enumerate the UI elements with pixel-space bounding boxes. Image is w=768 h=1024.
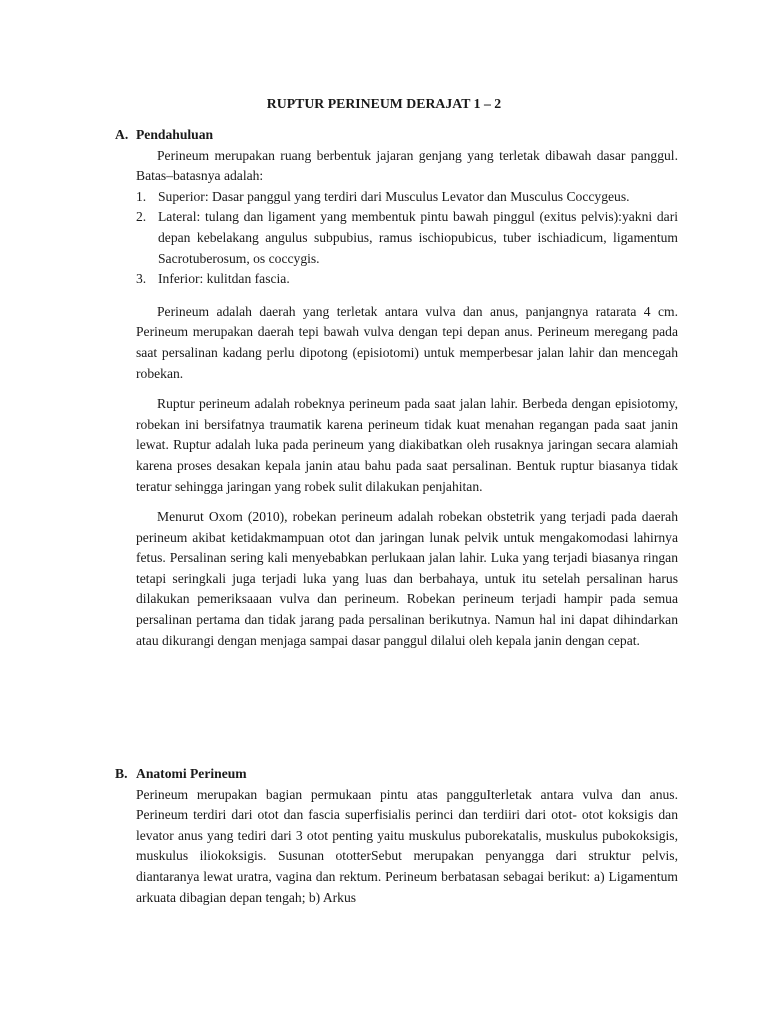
list-text: Inferior: kulitdan fascia. [158, 271, 290, 287]
list-item [136, 187, 678, 208]
document-title: RUPTUR PERINEUM DERAJAT 1 – 2 [266, 96, 502, 111]
list-text: Superior: Dasar panggul yang terdiri dari Musculus Levator dan Musculus Coccygeus. [158, 188, 630, 204]
list-number: 3. [136, 271, 147, 287]
list-text: Lateral: tulang dan ligament yang membentuk pintu bawah pinggul (exitus pelvis):yakni dari depan kebelakang angulus subpubius, ramus ischiopubicus, tuber ischiadicum, ligamentum Sacrotuberosum, os coccygis. [158, 209, 678, 266]
body-paragraph: Perineum merupakan bagian permukaan pintu atas pangguIterletak antara vulva dan anus. Perineum terdiri dari otot dan fascia superfisialis perinci dan terdiiri dari otot- otot koksigis dan levator anus yang tediri dari 3 otot penting yaitu muskulus puborekatalis, muskulus pubokoksigis, muskulus iliokoksigis. Susunan ototterSebut merupakan penyangga dari struktur pelvis, diantaranya lewat uratra, vagina dan rektum. Perineum berbatasan sebagai berikut: a) Ligamentum arkuata dibagian depan tengah; b) Arkus [136, 786, 678, 905]
intro-paragraph: Perineum merupakan ruang berbentuk jajaran genjang yang terletak dibawah dasar panggul. Batas–batasnya adalah: [136, 147, 678, 184]
section-pendahuluan [115, 125, 678, 661]
section-title: Anatomi Perineum [136, 766, 247, 781]
body-paragraph: Ruptur perineum adalah robeknya perineum pada saat jalan lahir. Berbeda dengan episiotomy, robekan ini bersifatnya traumatik karena perineum tidak kuat menahan regangan pada saat janin lewat. Ruptur adalah luka pada perineum yang diakibatkan oleh rusaknya jaringan secara alamiah karena proses desakan kepala janin atau bahu pada saat persalinan. Bentuk ruptur biasanya tidak teratur sehingga jaringan yang robek sulit dilakukan penjahitan. [136, 396, 678, 494]
section-title: Pendahuluan [136, 127, 214, 142]
section-heading [115, 764, 678, 785]
boundary-list [136, 187, 678, 290]
section-heading [115, 125, 678, 146]
section-anatomi-perineum [115, 764, 678, 908]
body-paragraph: Menurut Oxom (2010), robekan perineum adalah robekan obstetrik yang terjadi pada daerah perineum akibat ketidakmampuan otot dan jaringan lunak pelvik untuk mengakomodasi lahirnya fetus. Persalinan sering kali menyebabkan perlukaan jalan lahir. Luka yang terjadi biasanya ringan tetapi seringkali juga terjadi luka yang luas dan berbahaya, untuk itu setelah persalinan harus dilakukan pemeriksaaan vulva dan perineum. Robekan perineum terjadi hampir pada semua persalinan pertama dan tidak jarang pada persalinan berikutnya. Namun hal ini dapat dihindarkan atau dikurangi dengan menjaga sampai dasar panggul dilalui oleh kepala janin dengan cepat. [136, 509, 678, 648]
list-number: 1. [136, 188, 147, 204]
list-item [136, 269, 678, 290]
section-letter: A. [115, 127, 129, 142]
section-letter: B. [115, 766, 128, 781]
list-item [136, 207, 678, 269]
body-paragraph: Perineum adalah daerah yang terletak antara vulva dan anus, panjangnya ratarata 4 cm. Perineum merupakan daerah tepi bawah vulva dengan tepi depan anus. Perineum meregang pada saat persalinan kadang perlu dipotong (episiotomi) untuk memperbesar jalan lahir dan mencegah robekan. [136, 303, 678, 381]
list-number: 2. [136, 209, 147, 225]
